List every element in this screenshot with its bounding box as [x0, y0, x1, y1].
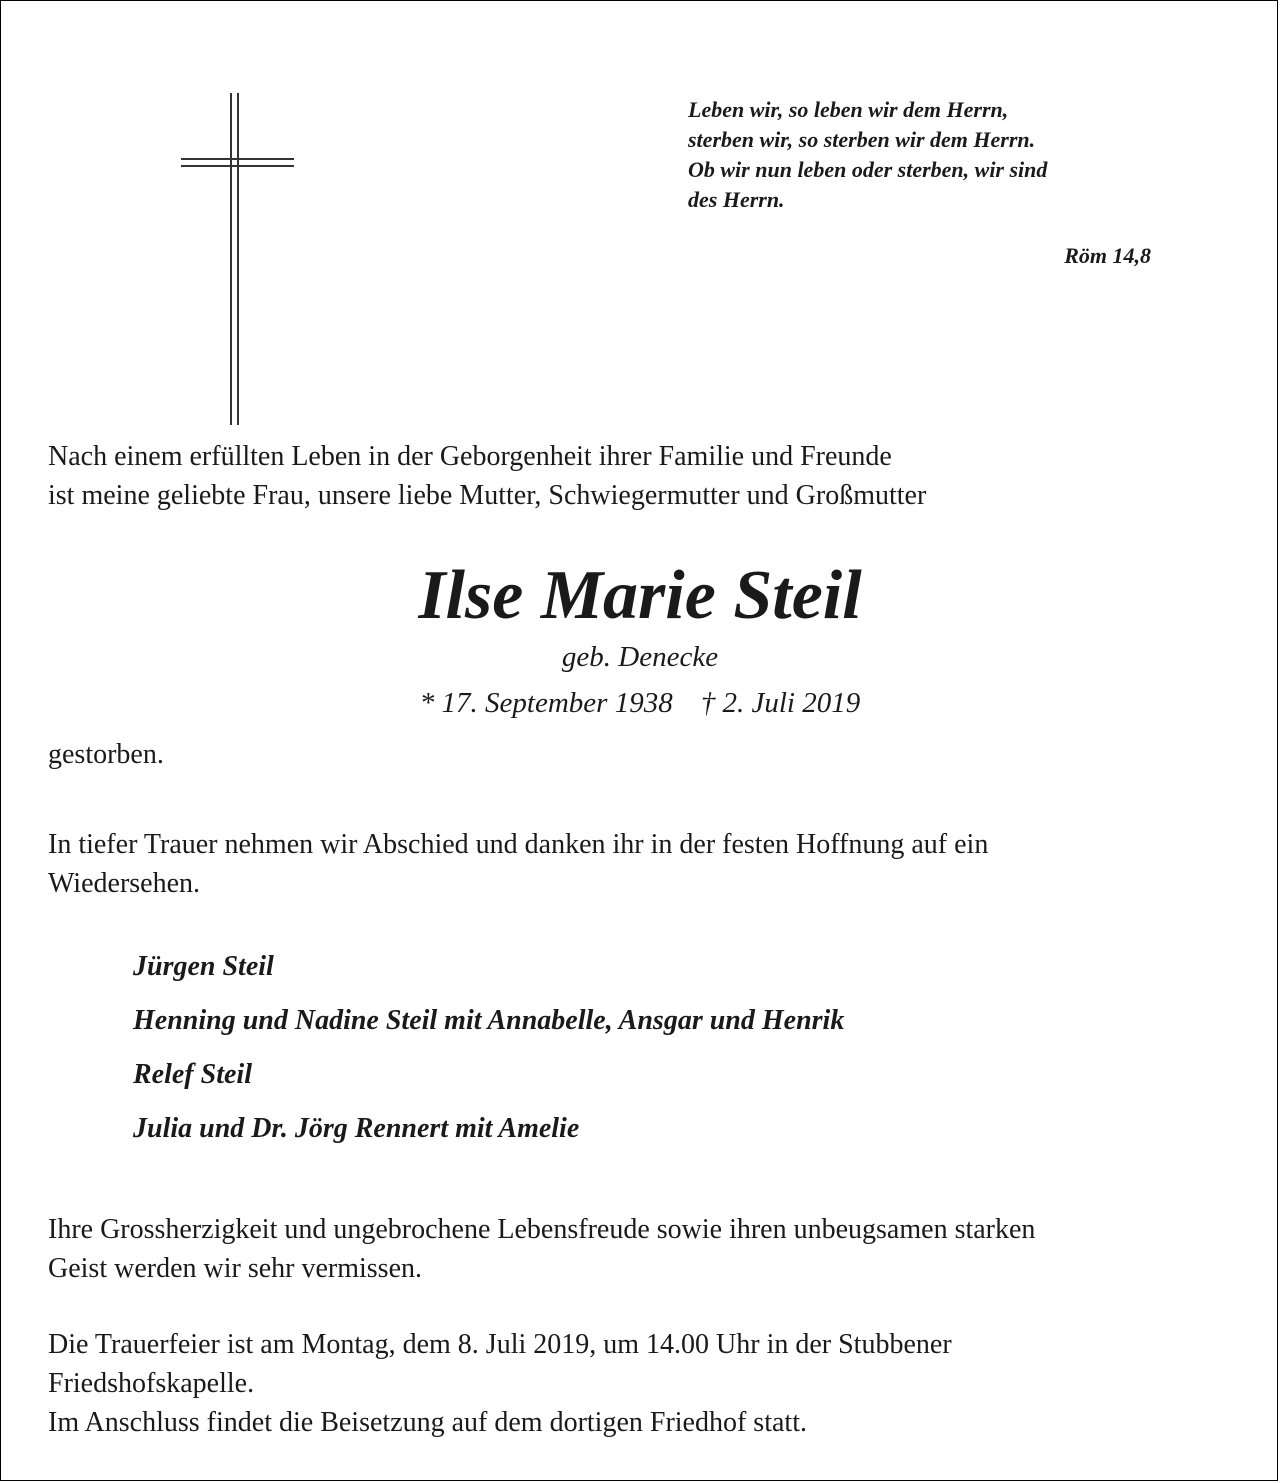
funeral-info	[48, 1325, 1238, 1442]
cross-icon	[181, 93, 295, 427]
bible-verse	[688, 95, 1168, 215]
funeral-line: Die Trauerfeier ist am Montag, dem 8. Juli 2019, um 14.00 Uhr in der Stubbener	[48, 1329, 952, 1360]
intro-line: ist meine geliebte Frau, unsere liebe Mutter, Schwiegermutter und Großmutter	[48, 480, 927, 511]
tribute-line: Ihre Grossherzigkeit und ungebrochene Lebensfreude sowie ihren unbeugsamen starken	[48, 1214, 1036, 1245]
funeral-line: Friedshofskapelle.	[48, 1368, 255, 1399]
life-dates	[1, 687, 1279, 720]
intro-line: Nach einem erfüllten Leben in der Geborgenheit ihrer Familie und Freunde	[48, 441, 892, 472]
mourning-text	[48, 825, 1238, 903]
verse-reference: Röm 14,8	[1064, 243, 1151, 268]
birth-date: * 17. September 1938	[419, 687, 673, 719]
verse-line: des Herrn.	[688, 187, 785, 212]
verse-line: sterben wir, so sterben wir dem Herrn.	[688, 127, 1036, 152]
mourner-item: Relef Steil	[133, 1059, 252, 1090]
tribute-line: Geist werden wir sehr vermissen.	[48, 1253, 423, 1284]
mourning-line: Wiedersehen.	[48, 868, 201, 899]
mourner-item: Henning und Nadine Steil mit Annabelle, Ansgar und Henrik	[133, 1005, 845, 1036]
deceased-name: Ilse Marie Steil	[418, 557, 862, 634]
mourning-line: In tiefer Trauer nehmen wir Abschied und danken ihr in der festen Hoffnung auf ein	[48, 829, 989, 860]
intro-text	[48, 437, 1238, 515]
funeral-line: Im Anschluss findet die Beisetzung auf dem dortigen Friedhof statt.	[48, 1407, 807, 1438]
tribute-text	[48, 1210, 1238, 1288]
mourner-item: Jürgen Steil	[133, 951, 274, 982]
maiden-name: geb. Denecke	[561, 641, 719, 673]
death-date: † 2. Juli 2019	[700, 687, 861, 719]
verse-line: Leben wir, so leben wir dem Herrn,	[688, 97, 1009, 122]
died-word: gestorben.	[48, 739, 164, 770]
verse-line: Ob wir nun leben oder sterben, wir sind	[688, 157, 1048, 182]
mourner-item: Julia und Dr. Jörg Rennert mit Amelie	[133, 1113, 580, 1144]
mourners-list	[133, 947, 1233, 1163]
